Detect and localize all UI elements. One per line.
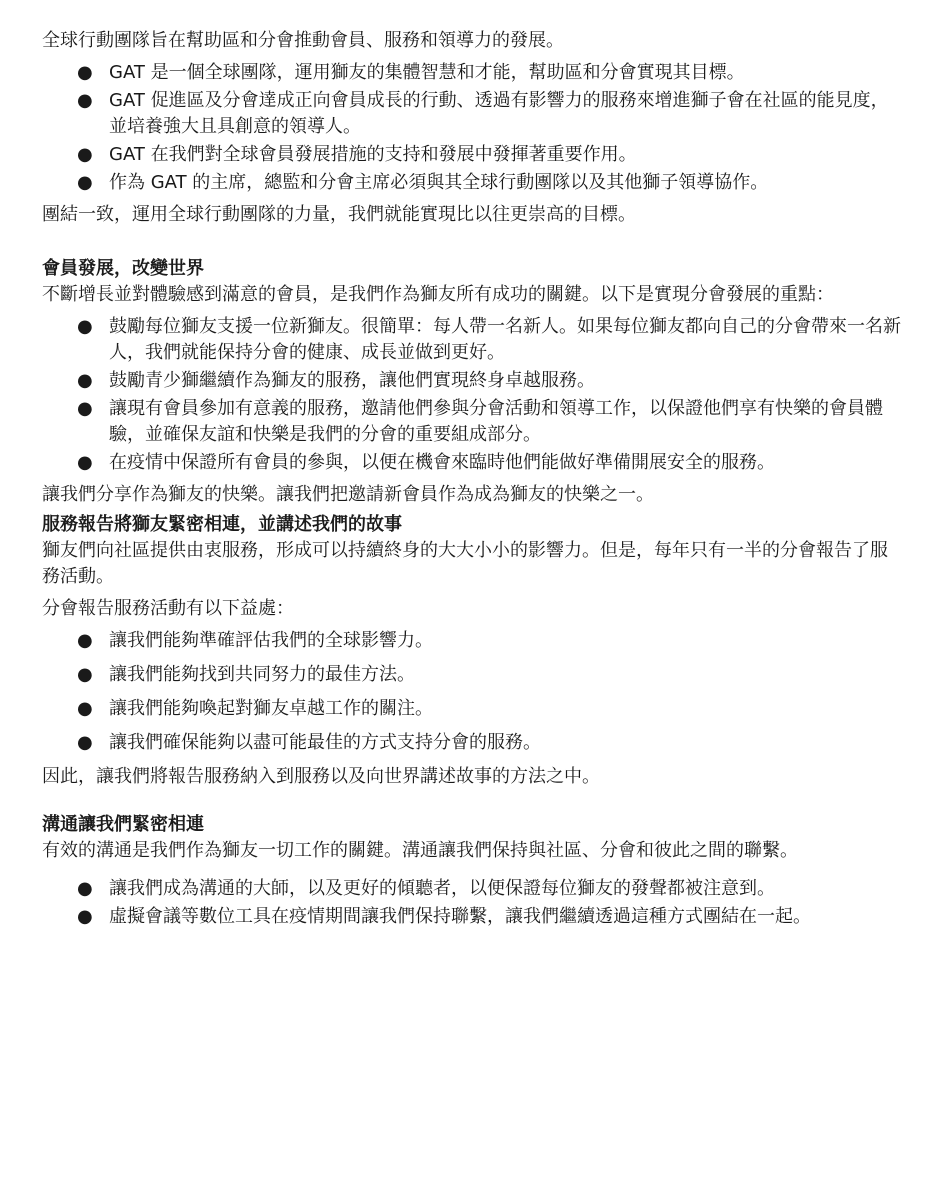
list-item: ● 讓我們能夠準確評估我們的全球影響力。: [109, 628, 901, 654]
bullet-icon: ●: [77, 732, 93, 753]
list-item: ● GAT 在我們對全球會員發展措施的支持和發展中發揮著重要作用。: [109, 142, 901, 168]
list-item: ● GAT 是一個全球團隊，運用獅友的集體智慧和才能，幫助區和分會實現其目標。: [109, 60, 901, 86]
bullet-icon: ●: [77, 90, 93, 111]
bullet-icon: ●: [77, 370, 93, 391]
service-closing: 因此，讓我們將報告服務納入到服務以及向世界講述故事的方法之中。: [42, 766, 600, 787]
membership-closing: 讓我們分享作為獅友的快樂。讓我們把邀請新會員作為成為獅友的快樂之一。: [42, 484, 654, 505]
bullet-icon: ●: [77, 664, 93, 685]
gat-intro: 全球行動團隊旨在幫助區和分會推動會員、服務和領導力的發展。: [42, 30, 564, 51]
bullet-icon: ●: [77, 172, 93, 193]
list-item: ● 讓我們能夠喚起對獅友卓越工作的關注。: [109, 696, 901, 722]
bullet-icon: ●: [77, 452, 93, 473]
bullet-icon: ●: [77, 698, 93, 719]
gat-bullet-list: [42, 60, 901, 196]
communication-intro: 有效的溝通是我們作為獅友一切工作的關鍵。溝通讓我們保持與社區、分會和彼此之間的聯繫。: [42, 840, 798, 861]
section-spacer: [42, 232, 901, 256]
bullet-icon: ●: [77, 144, 93, 165]
communication-heading: 溝通讓我們緊密相連: [42, 814, 204, 835]
list-item: ● 讓我們能夠找到共同努力的最佳方法。: [109, 662, 901, 688]
bullet-icon: ●: [77, 398, 93, 419]
service-bullet-list: [42, 628, 901, 756]
list-item: ● 作為 GAT 的主席，總監和分會主席必須與其全球行動團隊以及其他獅子領導協作。: [109, 170, 901, 196]
membership-intro: 不斷增長並對體驗感到滿意的會員，是我們作為獅友所有成功的關鍵。以下是實現分會發展的重點：: [42, 284, 834, 305]
bullet-icon: ●: [77, 878, 93, 899]
bullet-icon: ●: [77, 630, 93, 651]
list-item: ● 讓我們確保能夠以盡可能最佳的方式支持分會的服務。: [109, 730, 901, 756]
communication-bullet-list: [42, 876, 901, 930]
list-item: ● 讓我們成為溝通的大師，以及更好的傾聽者，以便保證每位獅友的發聲都被注意到。: [109, 876, 901, 902]
membership-bullet-list: [42, 314, 901, 476]
gat-closing: 團結一致，運用全球行動團隊的力量，我們就能實現比以往更崇高的目標。: [42, 204, 636, 225]
service-intro: 獅友們向社區提供由衷服務，形成可以持續終身的大大小小的影響力。但是，每年只有一半的分會報告了服務活動。: [42, 540, 888, 587]
list-item: ● 在疫情中保證所有會員的參與，以便在機會來臨時他們能做好準備開展安全的服務。: [109, 450, 901, 476]
list-item: ● 虛擬會議等數位工具在疫情期間讓我們保持聯繫，讓我們繼續透過這種方式團結在一起。: [109, 904, 901, 930]
list-item: ● 鼓勵每位獅友支援一位新獅友。很簡單：每人帶一名新人。如果每位獅友都向自己的分會帶來一名新人，我們就能保持分會的健康、成長並做到更好。: [77, 316, 901, 363]
list-item: ● 讓現有會員參加有意義的服務，邀請他們參與分會活動和領導工作，以保證他們享有快樂的會員體驗，並確保友誼和快樂是我們的分會的重要組成部分。: [77, 398, 883, 445]
section-spacer: [42, 794, 901, 812]
service-heading: 服務報告將獅友緊密相連，並講述我們的故事: [42, 514, 402, 535]
list-item: ● GAT 促進區及分會達成正向會員成長的行動、透過有影響力的服務來增進獅子會在社區的能見度，並培養強大且具創意的領導人。: [77, 90, 889, 137]
service-benefits-intro: 分會報告服務活動有以下益處：: [42, 598, 294, 619]
list-item: ● 鼓勵青少獅繼續作為獅友的服務，讓他們實現終身卓越服務。: [109, 368, 901, 394]
bullet-icon: ●: [77, 62, 93, 83]
bullet-icon: ●: [77, 316, 93, 337]
bullet-icon: ●: [77, 906, 93, 927]
membership-heading: 會員發展，改變世界: [42, 258, 204, 279]
